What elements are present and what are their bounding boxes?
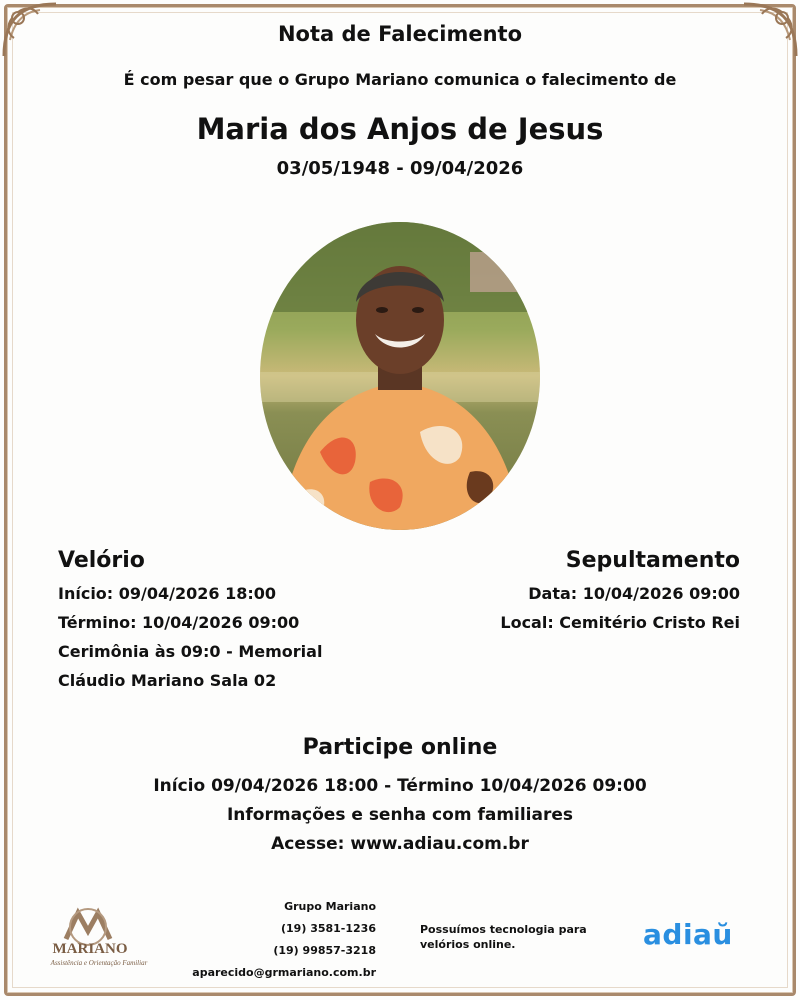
online-access-link[interactable]: Acesse: www.adiau.com.br [271, 834, 529, 854]
phone-mobile[interactable]: (19) 99857-3218 [273, 944, 376, 957]
deceased-name: Maria dos Anjos de Jesus [196, 112, 604, 146]
life-dates: 03/05/1948 - 09/04/2026 [276, 158, 524, 179]
sepultamento-heading: Sepultamento [565, 548, 740, 573]
grupo-mariano-logo [44, 905, 154, 969]
velorio-heading: Velório [58, 548, 145, 573]
portrait-photo [260, 222, 540, 530]
contact-email[interactable]: aparecido@grmariano.com.br [192, 966, 376, 979]
velorio-ceremony: Cerimônia às 09:0 - Memorial [58, 642, 323, 661]
logo-mariano-word: MARIANO [52, 941, 128, 957]
velorio-room: Cláudio Mariano Sala 02 [58, 671, 277, 690]
online-info: Informações e senha com familiares [226, 805, 574, 825]
velorio-section [58, 548, 388, 695]
tech-note: Possuímos tecnologia para velórios online. [420, 923, 587, 951]
online-heading: Participe online [302, 735, 498, 760]
velorio-start: Início: 09/04/2026 18:00 [58, 584, 277, 603]
sepultamento-date: Data: 10/04/2026 09:00 [528, 584, 740, 603]
sepultamento-section [420, 548, 740, 637]
sepultamento-location: Local: Cemitério Cristo Rei [500, 613, 740, 632]
velorio-end: Término: 10/04/2026 09:00 [58, 613, 300, 632]
adiau-logo: adiaŭ [643, 918, 733, 951]
online-schedule: Início 09/04/2026 18:00 - Término 10/04/2026 09:00 [153, 776, 647, 796]
logo-mariano-tagline: Assistência e Orientação Familiar [50, 959, 148, 967]
contact-block [192, 896, 376, 984]
notice-title: Nota de Falecimento [277, 22, 523, 46]
notice-intro: É com pesar que o Grupo Mariano comunica o falecimento de [123, 70, 677, 89]
phone-landline[interactable]: (19) 3581-1236 [281, 922, 376, 935]
company-name: Grupo Mariano [284, 900, 376, 913]
